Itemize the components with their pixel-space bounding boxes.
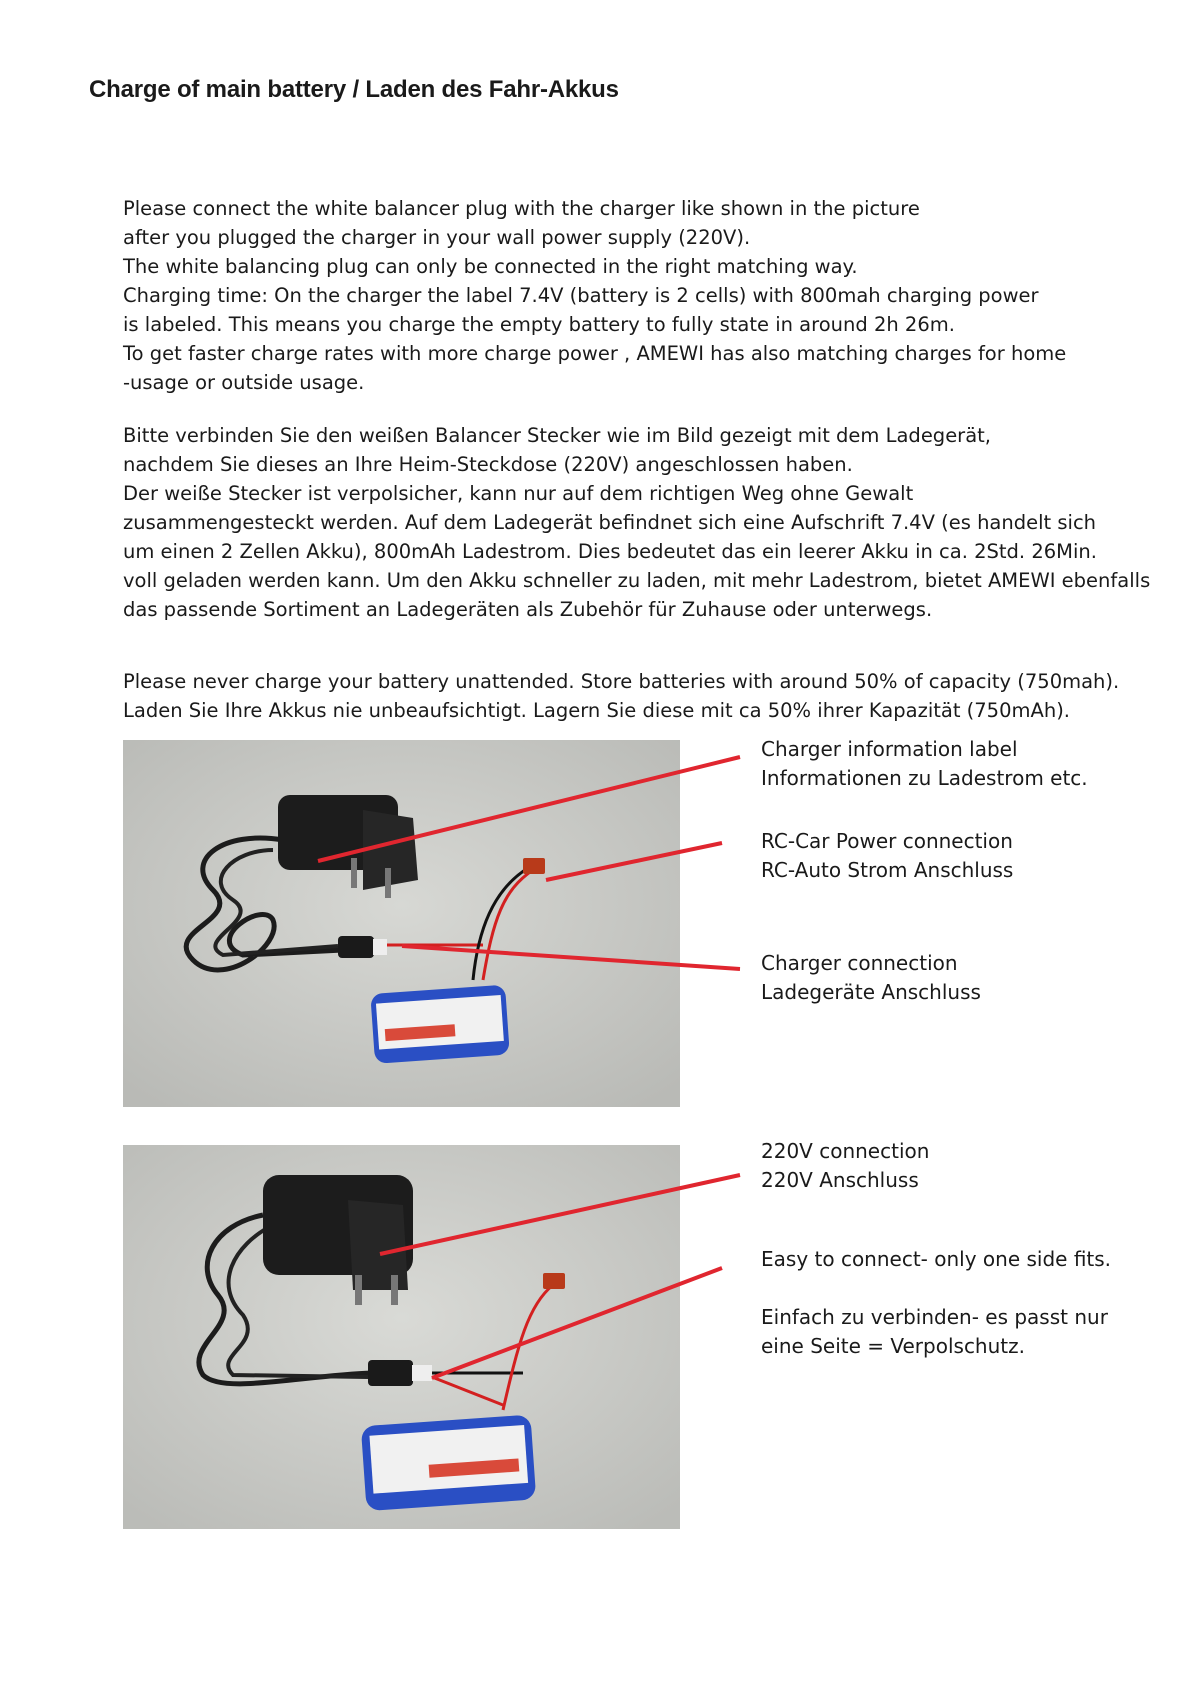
instructions-english-line: is labeled. This means you charge the empty battery to fully state in around 2h 26m. — [123, 313, 955, 336]
instructions-german-line: Der weiße Stecker ist verpolsicher, kann nur auf dem richtigen Weg ohne Gewalt — [123, 482, 914, 505]
label-easy-connect-de — [761, 1303, 1108, 1361]
instructions-english-line: -usage or outside usage. — [123, 371, 365, 394]
label-line: RC-Auto Strom Anschluss — [761, 858, 1014, 882]
label-line: Einfach zu verbinden- es passt nur — [761, 1305, 1108, 1329]
label-rc-power — [761, 827, 1013, 885]
label-line: Charger connection — [761, 951, 958, 975]
instructions-english-line: Charging time: On the charger the label 7.4V (battery is 2 cells) with 800mah charging power — [123, 284, 1039, 307]
instructions-english-line: after you plugged the charger in your wall power supply (220V). — [123, 226, 751, 249]
storage-warning-english: Please never charge your battery unattended. Store batteries with around 50% of capacity (750mah). — [123, 670, 1120, 693]
label-charger-connection — [761, 949, 981, 1007]
label-line: Easy to connect- only one side fits. — [761, 1247, 1112, 1271]
label-line: RC-Car Power connection — [761, 829, 1013, 853]
label-charger-info — [761, 735, 1088, 793]
label-line: Informationen zu Ladestrom etc. — [761, 766, 1088, 790]
instructions-german-line: um einen 2 Zellen Akku), 800mAh Ladestrom. Dies bedeutet das ein leerer Akku in ca. 2Std. 26Min. — [123, 540, 1097, 563]
instructions-german-line: nachdem Sie dieses an Ihre Heim-Steckdose (220V) angeschlossen haben. — [123, 453, 853, 476]
label-line: Charger information label — [761, 737, 1018, 761]
charger-battery-photo — [123, 740, 680, 1107]
label-line: Ladegeräte Anschluss — [761, 980, 981, 1004]
mains-plug-illustration — [123, 1145, 680, 1529]
label-mains — [761, 1137, 929, 1195]
instructions-english — [123, 194, 1183, 397]
storage-warning — [123, 667, 1183, 725]
label-line: eine Seite = Verpolschutz. — [761, 1334, 1025, 1358]
label-line: 220V connection — [761, 1139, 930, 1163]
label-easy-connect-en — [761, 1245, 1111, 1274]
instructions-german — [123, 421, 1183, 624]
charger-battery-illustration — [123, 740, 680, 1107]
instructions-english-line: To get faster charge rates with more charge power , AMEWI has also matching charges for home — [123, 342, 1067, 365]
instructions-german-line: zusammengesteckt werden. Auf dem Ladegerät befindnet sich eine Aufschrift 7.4V (es handelt sich — [123, 511, 1097, 534]
instructions-english-line: The white balancing plug can only be connected in the right matching way. — [123, 255, 858, 278]
storage-warning-german: Laden Sie Ihre Akkus nie unbeaufsichtigt. Lagern Sie diese mit ca 50% ihrer Kapazität (750mAh). — [123, 699, 1070, 722]
instructions-german-line: voll geladen werden kann. Um den Akku schneller zu laden, mit mehr Ladestrom, bietet AMEWI ebenfalls — [123, 569, 1151, 592]
instructions-english-line: Please connect the white balancer plug with the charger like shown in the picture — [123, 197, 920, 220]
mains-plug-photo — [123, 1145, 680, 1529]
label-line: 220V Anschluss — [761, 1168, 919, 1192]
instructions-german-line: das passende Sortiment an Ladegeräten als Zubehör für Zuhause oder unterwegs. — [123, 598, 933, 621]
instructions-german-line: Bitte verbinden Sie den weißen Balancer Stecker wie im Bild gezeigt mit dem Ladegerät, — [123, 424, 991, 447]
page-title: Charge of main battery / Laden des Fahr-Akkus — [89, 76, 619, 103]
